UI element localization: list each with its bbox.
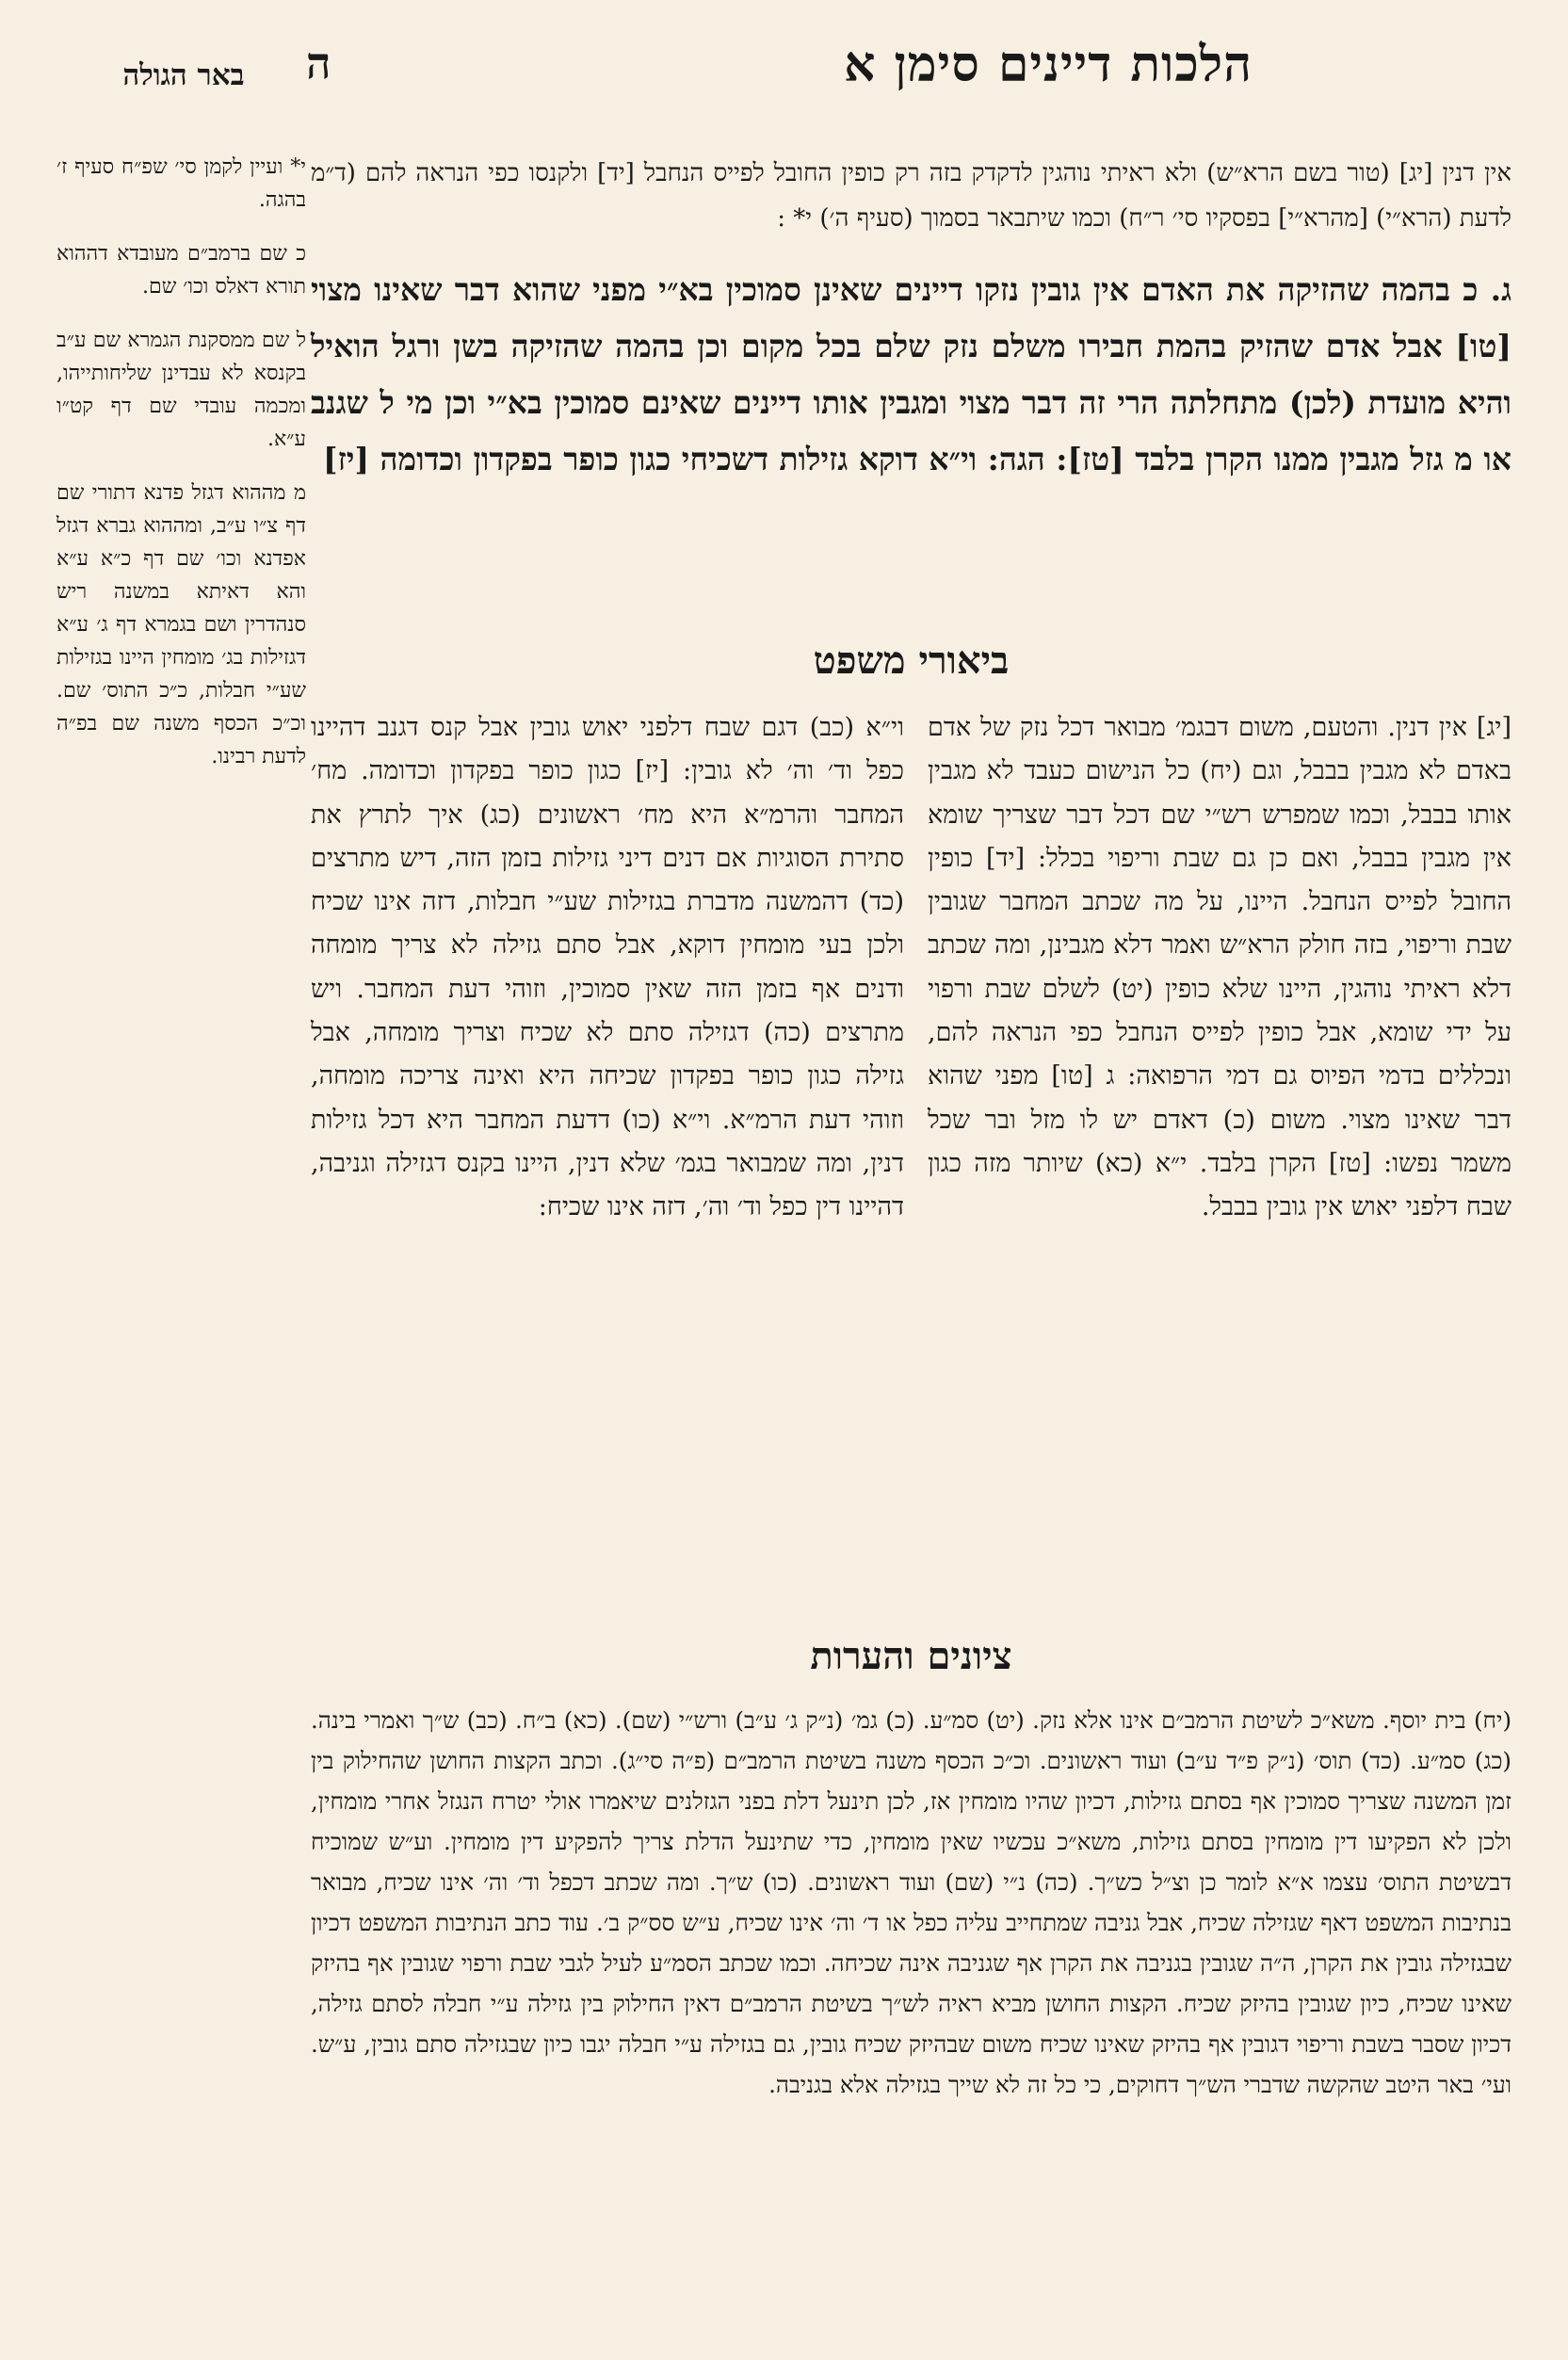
side-note: י* ועיין לקמן סי׳ שפ״ח סעיף ז׳ בהגה. (57, 155, 306, 212)
main-text-top (311, 151, 1511, 241)
section-title-tziyunim: ציונים והערות (810, 1634, 1012, 1678)
commentary-column-right (928, 706, 1511, 1230)
page-number-letter: ה (306, 38, 331, 89)
rema-gloss-continuation: אין דנין [יג] (טור בשם הרא״ש) ולא ראיתי נוהגין לדקדק בזה רק כופין החובל לפייס הנחבל [יד] ולקנסו כפי הנראה להם (ד״מ לדעת (הרא״י) [מהרא״י] בפסקיו סי׳ ר״ח) וכמו שיתבאר בסמוך (סעיף ה׳) י* : (311, 159, 1511, 233)
commentary-text: וי״א (כב) דגם שבח דלפני יאוש גובין אבל קנס דגנב דהיינו כפל וד׳ וה׳ לא גובין: [יז] כגון כופר בפקדון וכדומה. מח׳ המחבר והרמ״א היא מח׳ ראשונים (כג) איך לתרץ את סתירת הסוגיות אם דנים דיני גזילות בזמן הזה, דיש מתרצים (כד) דהמשנה מדברת בגזילות שע״י חבלות, דזה אינו שכיח ולכן בעי מומחין דוקא, אבל סתם גזילה לא צריך מומחה ודנים אף בזמן הזה שאין סמוכין, וזוהי דעת המחבר. ויש מתרצים (כה) דגזילה סתם לא שכיח וצריך מומחה, אבל גזילה כגון כופר בפקדון שכיחה היא ואינה צריכה מומחה, וזוהי דעת הרמ״א. וי״א (כו) דדעת המחבר היא דכל גזילות דנין, ומה שמבואר בגמ׳ שלא דנין, היינו בקנס דגזילה וגניבה, דהיינו דין כפל וד׳ וה׳, דזה אינו שכיח: (311, 713, 904, 1222)
side-note: מ מההוא דגזל פדנא דתורי שם דף צ״ו ע״ב, ומההוא גברא דגזל אפדנא וכו׳ שם דף כ״א ע״א והא דאיתא במשנה ריש סנהדרין ושם בגמרא דף ג׳ ע״א דגזילות בג׳ מומחין היינו בגזילות שע״י חבלות, כ״כ התוס׳ שם. וכ״כ הכסף משנה שם בפ״ה לדעת רבינו. (57, 481, 306, 768)
side-note: כ שם ברמב״ם מעובדא דההוא תורא דאלס וכו׳ שם. (57, 242, 306, 299)
commentary-column-left (311, 706, 904, 1230)
seif-text: ג. כ בהמה שהזיקה את האדם אין גובין נזקו דיינים שאינן סמוכין בא״י מפני שהוא דבר שאינו מצוי [טו] אבל אדם שהזיק בהמת חבירו משלם נזק שלם בכל מקום וכן בהמה שהזיקה בשן ורגל הואיל והיא מועדת (לכן) מתחלתה הרי זה דבר מצוי ומגבין אותו דיינים שאינם סמוכין בא״י וכן מי ל שגנב או מ גזל מגבין ממנו הקרן בלבד [טז]: הגה: וי״א דוקא גזילות דשכיחי כגון כופר בפקדון וכדומה [יז] (311, 271, 1511, 477)
notes-block (311, 1700, 1511, 2105)
side-column-title: באר הגולה (122, 58, 245, 92)
section-title-biurei-mishpat: ביאורי משפט (813, 638, 1010, 683)
notes-text: (יח) בית יוסף. משא״כ לשיטת הרמב״ם אינו אלא נזק. (יט) סמ״ע. (כ) גמ׳ (נ״ק ג׳ ע״ב) ורש״י (שם). (כא) ב״ח. (כב) ש״ך ואמרי בינה. (כג) סמ״ע. (כד) תוס׳ (נ״ק פ״ד ע״ב) ועוד ראשונים. וכ״כ הכסף משנה בשיטת הרמב״ם (פ״ה סי״ג). וכתב הקצות החושן שהחילוק בין זמן המשנה שצריך סמוכין אף בסתם גזילות, דכיון שהיו מומחין אז, לכן תינעל דלת בפני הגזלנים שיאמרו אולי יטרח הנגזל אחרי מומחין, ולכן לא הפקיעו דין מומחין בסתם גזילות, משא״כ עכשיו שאין מומחין, כדי שתינעל הדלת צריך להפקיע דין מומחין. וע״ש שמוכיח דבשיטת התוס׳ עצמו א״א לומר כן וצ״ל כש״ך. (כה) נ״י (שם) ועוד ראשונים. (כו) ש״ך. ומה שכתב דכפל וד׳ וה׳ אינו שכיח, מבואר בנתיבות המשפט דאף שגזילה שכיח, אבל גניבה שמתחייב עליה כפל או ד׳ וה׳ אינו שכיח, ע״ש סס״ק ב׳. עוד כתב הנתיבות המשפט דכיון שבגזילה גובין את הקרן, ה״ה שגובין בגניבה את הקרן אף שגניבה אינה שכיחה. וכמו שכתב הסמ״ע לעיל לגבי שבת ורפוי שגובין אף בהיזק שאינו שכיח, כיון שגובין בהיזק שכיח. הקצות החושן מביא ראיה לש״ך בשיטת הרמב״ם דאין החילוק בין גזילה ע״י חבלה לסתם גזילה, דכיון שסבר בשבת וריפוי דגובין אף בהיזק שאינו שכיח משום שבהיזק שכיח גובין, גם בגזילה ע״י חבלה יגבו כיון שבגזילה סתם גובין, ע״ש. ועי׳ באר היטב שהקשה שדברי הש״ך דחוקים, כי כל זה לא שייך בגזילה אלא בגניבה. (311, 1706, 1511, 2098)
seif-block (311, 262, 1511, 488)
page-title: הלכות דיינים סימן א (844, 36, 1253, 93)
side-notes-column (57, 151, 306, 794)
commentary-text: [יג] אין דנין. והטעם, משום דבגמ׳ מבואר דכל נזק של אדם באדם לא מגבין בבבל, וגם (יח) כל הנישום כעבד לא מגבין אותו בבבל, וכמו שמפרש רש״י שם דכל דבר שצריך שומא אין מגבין בבבל, ואם כן גם שבת וריפוי בכלל: [יד] כופין החובל לפייס הנחבל. היינו, על מה שכתב המחבר שגובין שבת וריפוי, בזה חולק הרא״ש ואמר דלא מגבינן, ומה שכתב דלא ראיתי נוהגין, היינו שלא כופין (יט) לשלם שבת ורפוי על ידי שומא, אבל כופין לפייס הנחבל כפי הנראה להם, ונכללים בדמי הפיוס גם דמי הרפואה: ג [טו] מפני שהוא דבר שאינו מצוי. משום (כ) דאדם יש לו מזל ובר שכל משמר נפשו: [טז] הקרן בלבד. י״א (כא) שיותר מזה כגון שבח דלפני יאוש אין גובין בבבל. (928, 713, 1511, 1222)
side-note: ל שם ממסקנת הגמרא שם ע״ב בקנסא לא עבדינן שליחותייהו, ומכמה עובדי שם דף קט״ו ע״א. (57, 329, 306, 451)
